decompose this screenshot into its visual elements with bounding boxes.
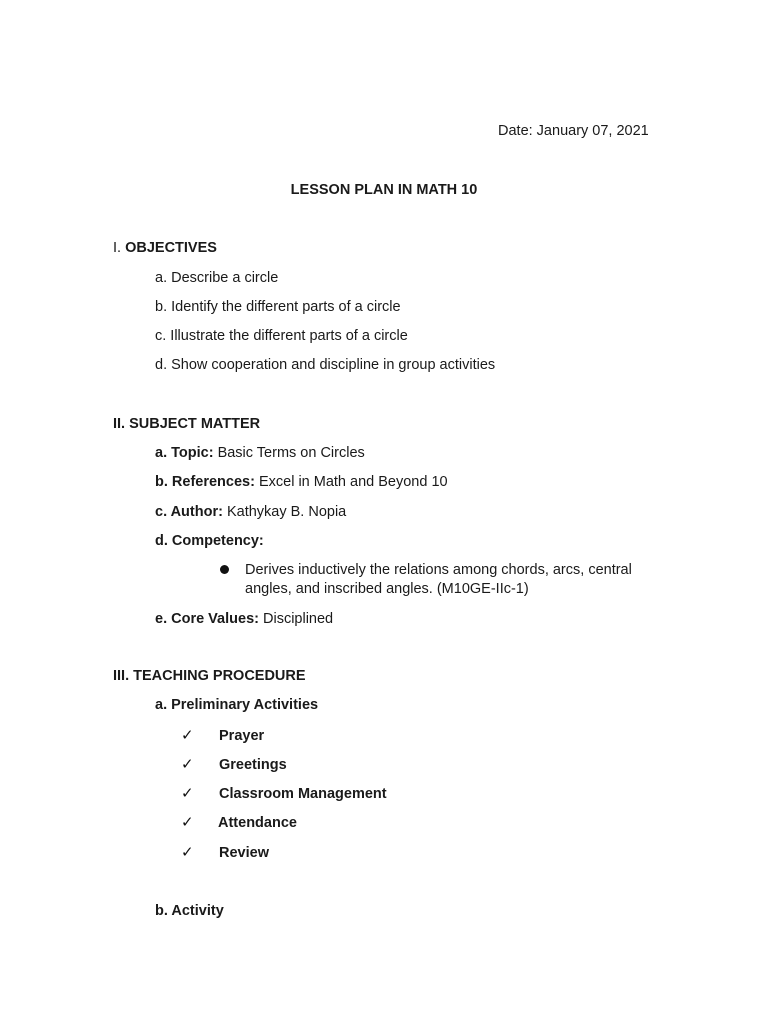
objective-item: a. Describe a circle <box>155 270 279 286</box>
references-value: Excel in Math and Beyond 10 <box>254 474 448 490</box>
checkmark-icon: ✓ <box>181 726 194 744</box>
checkmark-icon: ✓ <box>181 843 194 861</box>
competency-label: d. Competency: <box>155 533 264 549</box>
checkmark-icon: ✓ <box>181 784 194 802</box>
author-line <box>155 503 346 521</box>
objective-item: d. Show cooperation and discipline in group activities <box>155 357 496 373</box>
core-values-line <box>155 610 333 628</box>
author-value: Kathykay B. Nopia <box>222 504 347 520</box>
references-label: b. References: <box>155 474 255 490</box>
competency-text-line2: angles, and inscribed angles. (M10GE-IIc-1) <box>245 581 529 597</box>
preliminary-item: Attendance <box>218 815 297 831</box>
preliminary-item: Prayer <box>219 728 265 744</box>
objective-item: b. Identify the different parts of a circle <box>155 299 401 315</box>
topic-line <box>155 444 365 462</box>
document-title: LESSON PLAN IN MATH 10 <box>290 182 478 198</box>
core-values-label: e. Core Values: <box>155 611 259 627</box>
preliminary-item: Classroom Management <box>219 786 387 802</box>
preliminary-item: Greetings <box>219 757 287 773</box>
objectives-heading <box>113 239 217 257</box>
preliminary-activities-heading: a. Preliminary Activities <box>155 697 319 713</box>
teaching-procedure-heading: III. TEACHING PROCEDURE <box>113 668 306 684</box>
competency-text-line1: Derives inductively the relations among chords, arcs, central <box>245 562 632 578</box>
subject-matter-heading: II. SUBJECT MATTER <box>113 416 261 432</box>
objectives-numeral: I. <box>113 240 126 256</box>
topic-label: a. Topic: <box>155 445 214 461</box>
activity-heading: b. Activity <box>155 903 224 919</box>
bullet-dot-icon <box>220 565 229 574</box>
preliminary-item: Review <box>219 845 269 861</box>
references-line <box>155 473 448 491</box>
checkmark-icon: ✓ <box>181 813 194 831</box>
checkmark-icon: ✓ <box>181 755 194 773</box>
date-line: Date: January 07, 2021 <box>498 123 649 139</box>
topic-value: Basic Terms on Circles <box>213 445 365 461</box>
objectives-title: OBJECTIVES <box>125 240 217 256</box>
author-label: c. Author: <box>155 504 223 520</box>
objective-item: c. Illustrate the different parts of a circle <box>155 328 408 344</box>
core-values-value: Disciplined <box>258 611 334 627</box>
